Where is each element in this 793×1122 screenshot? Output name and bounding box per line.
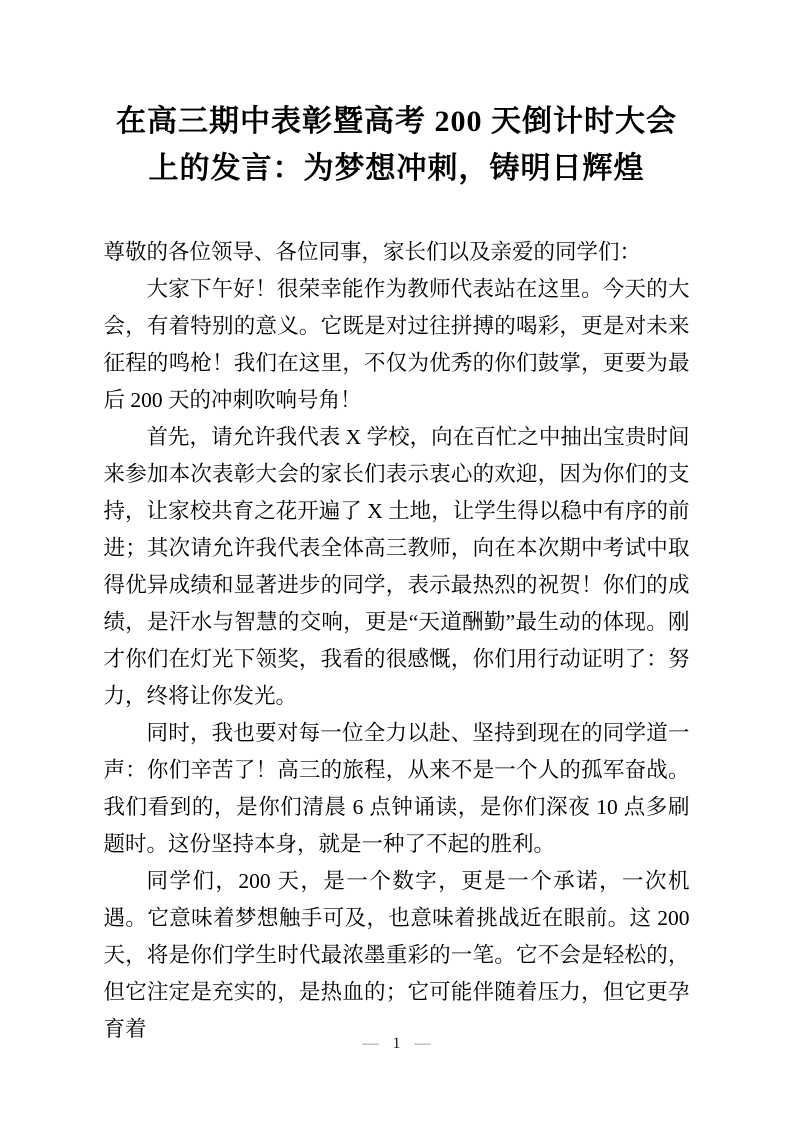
- footer-dash-right: —: [414, 1035, 431, 1052]
- document-title-line-2: 上的发言：为梦想冲刺，铸明日辉煌: [148, 152, 645, 185]
- paragraph-encouragement: 同时，我也要对每一位全力以赴、坚持到现在的同学道一声：你们辛苦了！高三的旅程，从来不是一个人的孤军奋战。我们看到的，是你们清晨 6 点钟诵读，是你们深夜 10 点多刷题时。这份坚持本身，就是一种了不起的胜利。: [103, 721, 690, 856]
- paragraph-200-days: 同学们，200 天，是一个数字，更是一个承诺，一次机遇。它意味着梦想触手可及，也意味着挑战近在眼前。这 200 天，将是你们学生时代最浓墨重彩的一笔。它不会是轻松的，但它注定是充实的，是热血的；它可能伴随着压力，但它更孕育着: [103, 869, 690, 1041]
- paragraph-salutation: 尊敬的各位领导、各位同事，家长们以及亲爱的同学们：: [103, 240, 642, 264]
- page-footer: [0, 1034, 793, 1054]
- paragraph-thanks-and-congratulations: 首先，请允许我代表 X 学校，向在百忙之中抽出宝贵时间来参加本次表彰大会的家长们表示衷心的欢迎，因为你们的支持，让家校共育之花开遍了 X 土地，让学生得以稳中有序的前进；其次请允许我代表全体高三教师，向在本次期中考试中取得优异成绩和显著进步的同学，表示最热烈的祝贺！你们的成绩，是汗水与智慧的交响，更是“天道酬勤”最生动的体现。刚才你们在灯光下领奖，我看的很感慨，你们用行动证明了：努力，终将让你发光。: [103, 425, 690, 708]
- footer-dash-left: —: [362, 1035, 379, 1052]
- document-title: [52, 98, 741, 192]
- document-body: [104, 234, 690, 1048]
- page-number: 1: [392, 1035, 401, 1052]
- paragraph-greeting: 大家下午好！很荣幸能作为教师代表站在这里。今天的大会，有着特别的意义。它既是对过往拼搏的喝彩，更是对未来征程的鸣枪！我们在这里，不仅为优秀的你们鼓掌，更要为最后 200 天的冲刺吹响号角！: [103, 277, 690, 412]
- document-title-line-1: 在高三期中表彰暨高考 200 天倒计时大会: [116, 105, 677, 138]
